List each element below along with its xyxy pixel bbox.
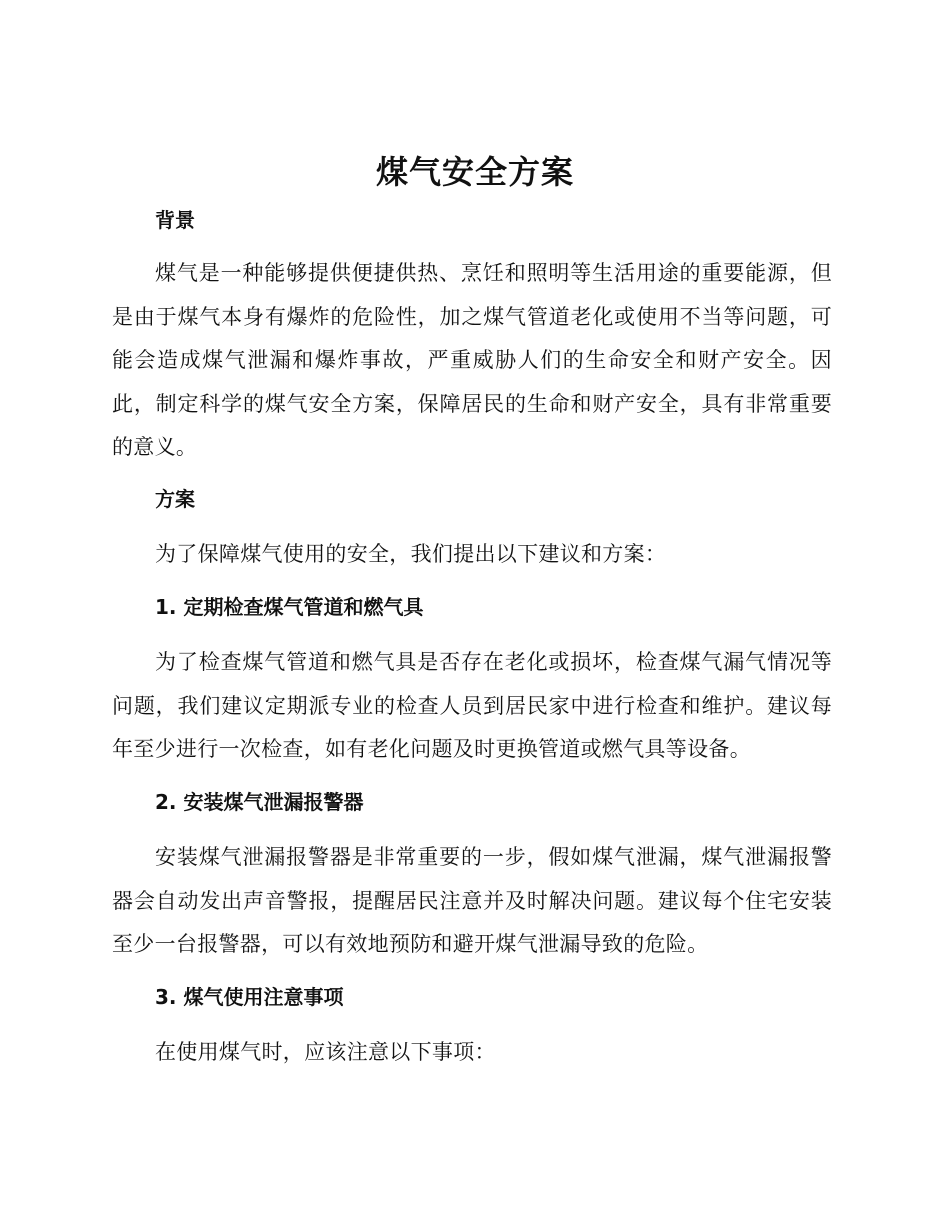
document-title: 煤气安全方案: [375, 153, 574, 191]
item2-heading: 2. 安装煤气泄漏报警器: [155, 790, 364, 814]
section-heading-background: 背景: [155, 208, 195, 232]
plan-intro-paragraph: 为了保障煤气使用的安全，我们提出以下建议和方案：: [155, 542, 667, 566]
item3-heading: 3. 煤气使用注意事项: [155, 985, 344, 1009]
item2-paragraph: 安装煤气泄漏报警器是非常重要的一步，假如煤气泄漏，煤气泄漏报警器会自动发出声音警报，提醒居民注意并及时解决问题。建议每个住宅安装至少一台报警器，可以有效地预防和避开煤气泄漏导致的危险。: [112, 845, 832, 956]
item3-intro-paragraph: 在使用煤气时，应该注意以下事项：: [155, 1040, 496, 1064]
item1-heading: 1. 定期检查煤气管道和燃气具: [155, 595, 424, 619]
item1-paragraph: 为了检查煤气管道和燃气具是否存在老化或损坏，检查煤气漏气情况等问题，我们建议定期派专业的检查人员到居民家中进行检查和维护。建议每年至少进行一次检查，如有老化问题及时更换管道或燃气具等设备。: [112, 650, 832, 761]
background-paragraph: 煤气是一种能够提供便捷供热、烹饪和照明等生活用途的重要能源，但是由于煤气本身有爆炸的危险性，加之煤气管道老化或使用不当等问题，可能会造成煤气泄漏和爆炸事故，严重威胁人们的生命安全和财产安全。因此，制定科学的煤气安全方案，保障居民的生命和财产安全，具有非常重要的意义。: [112, 261, 832, 459]
section-heading-plan: 方案: [155, 487, 195, 511]
